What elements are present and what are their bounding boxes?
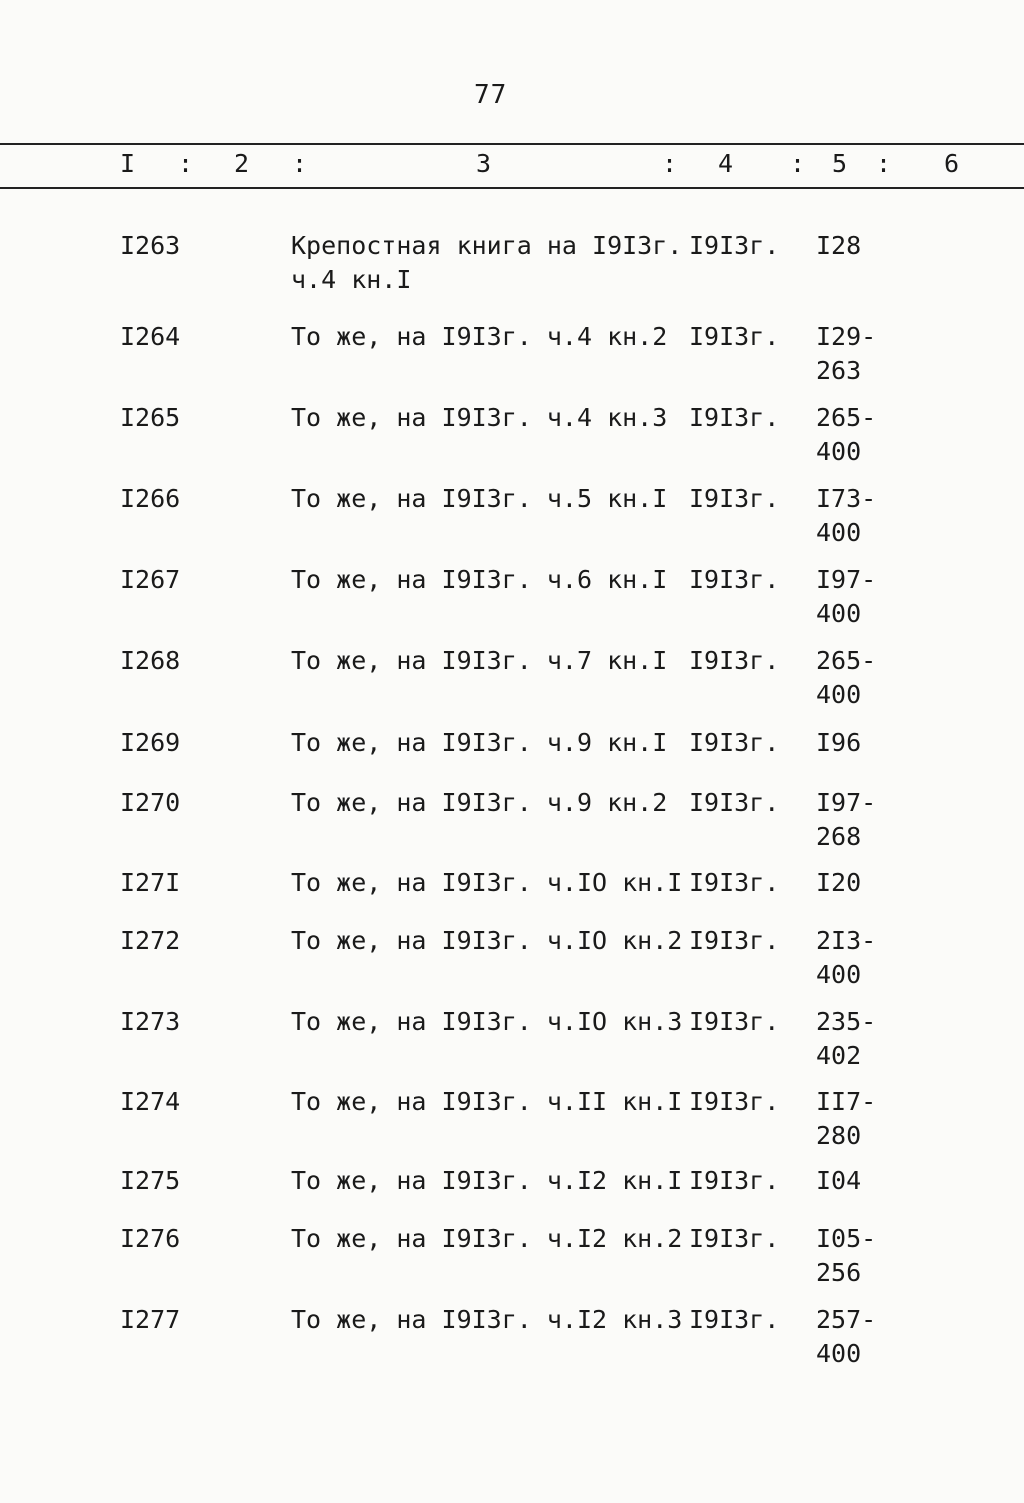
item-number: I274 [120, 1087, 181, 1116]
item-description: То же, на I9I3г. ч.I2 кн.I [291, 1166, 683, 1195]
item-number: I269 [120, 728, 181, 757]
item-year: I9I3г. [689, 1305, 780, 1334]
item-pages: 2I3- 400 [816, 926, 877, 989]
item-year: I9I3г. [689, 484, 780, 513]
column-separator: : [662, 149, 678, 178]
item-description: То же, на I9I3г. ч.9 кн.I [291, 728, 668, 757]
item-number: I276 [120, 1224, 181, 1253]
item-description: То же, на I9I3г. ч.6 кн.I [291, 565, 668, 594]
item-pages: I29- 263 [816, 322, 877, 385]
item-number: I263 [120, 231, 181, 260]
item-number: I268 [120, 646, 181, 675]
item-pages: I28 [816, 231, 862, 260]
item-number: I267 [120, 565, 181, 594]
column-header-4: 4 [718, 149, 734, 178]
item-pages: II7- 280 [816, 1087, 877, 1150]
item-year: I9I3г. [689, 231, 780, 260]
item-year: I9I3г. [689, 868, 780, 897]
column-header-3: 3 [476, 149, 492, 178]
item-year: I9I3г. [689, 403, 780, 432]
item-year: I9I3г. [689, 322, 780, 351]
item-year: I9I3г. [689, 728, 780, 757]
item-description: То же, на I9I3г. ч.4 кн.2 [291, 322, 668, 351]
item-pages: I73- 400 [816, 484, 877, 547]
item-year: I9I3г. [689, 926, 780, 955]
item-pages: I97- 268 [816, 788, 877, 851]
item-pages: I04 [816, 1166, 862, 1195]
column-separator: : [292, 149, 308, 178]
item-year: I9I3г. [689, 646, 780, 675]
item-description: То же, на I9I3г. ч.5 кн.I [291, 484, 668, 513]
item-description: То же, на I9I3г. ч.IO кн.3 [291, 1007, 683, 1036]
item-year: I9I3г. [689, 788, 780, 817]
item-year: I9I3г. [689, 1224, 780, 1253]
item-description: То же, на I9I3г. ч.I2 кн.3 [291, 1305, 683, 1334]
item-pages: 265- 400 [816, 646, 877, 709]
item-year: I9I3г. [689, 565, 780, 594]
item-description: То же, на I9I3г. ч.IO кн.I [291, 868, 683, 897]
page-number: 77 [474, 80, 508, 110]
item-description: То же, на I9I3г. ч.9 кн.2 [291, 788, 668, 817]
item-number: I266 [120, 484, 181, 513]
item-pages: 265- 400 [816, 403, 877, 466]
column-header-2: 2 [234, 149, 250, 178]
item-pages: 257- 400 [816, 1305, 877, 1368]
column-header-1: I [120, 149, 136, 178]
item-number: I264 [120, 322, 181, 351]
item-number: I270 [120, 788, 181, 817]
item-year: I9I3г. [689, 1007, 780, 1036]
item-year: I9I3г. [689, 1087, 780, 1116]
item-description: То же, на I9I3г. ч.4 кн.3 [291, 403, 668, 432]
item-description: То же, на I9I3г. ч.7 кн.I [291, 646, 668, 675]
column-separator: : [178, 149, 194, 178]
item-year: I9I3г. [689, 1166, 780, 1195]
column-header-5: 5 [832, 149, 848, 178]
item-description: То же, на I9I3г. ч.IO кн.2 [291, 926, 683, 955]
item-number: I273 [120, 1007, 181, 1036]
item-pages: I97- 400 [816, 565, 877, 628]
item-number: I277 [120, 1305, 181, 1334]
item-pages: I96 [816, 728, 862, 757]
column-header-6: 6 [944, 149, 960, 178]
column-separator: : [790, 149, 806, 178]
column-separator: : [876, 149, 892, 178]
item-description: Крепостная книга на I9I3г. ч.4 кн.I [291, 231, 683, 294]
item-number: I275 [120, 1166, 181, 1195]
item-pages: 235- 402 [816, 1007, 877, 1070]
item-pages: I20 [816, 868, 862, 897]
item-pages: I05- 256 [816, 1224, 877, 1287]
item-number: I272 [120, 926, 181, 955]
item-number: I265 [120, 403, 181, 432]
item-description: То же, на I9I3г. ч.I2 кн.2 [291, 1224, 683, 1253]
item-description: То же, на I9I3г. ч.II кн.I [291, 1087, 683, 1116]
header-bottom-rule [0, 187, 1024, 189]
header-top-rule [0, 143, 1024, 145]
item-number: I27I [120, 868, 181, 897]
